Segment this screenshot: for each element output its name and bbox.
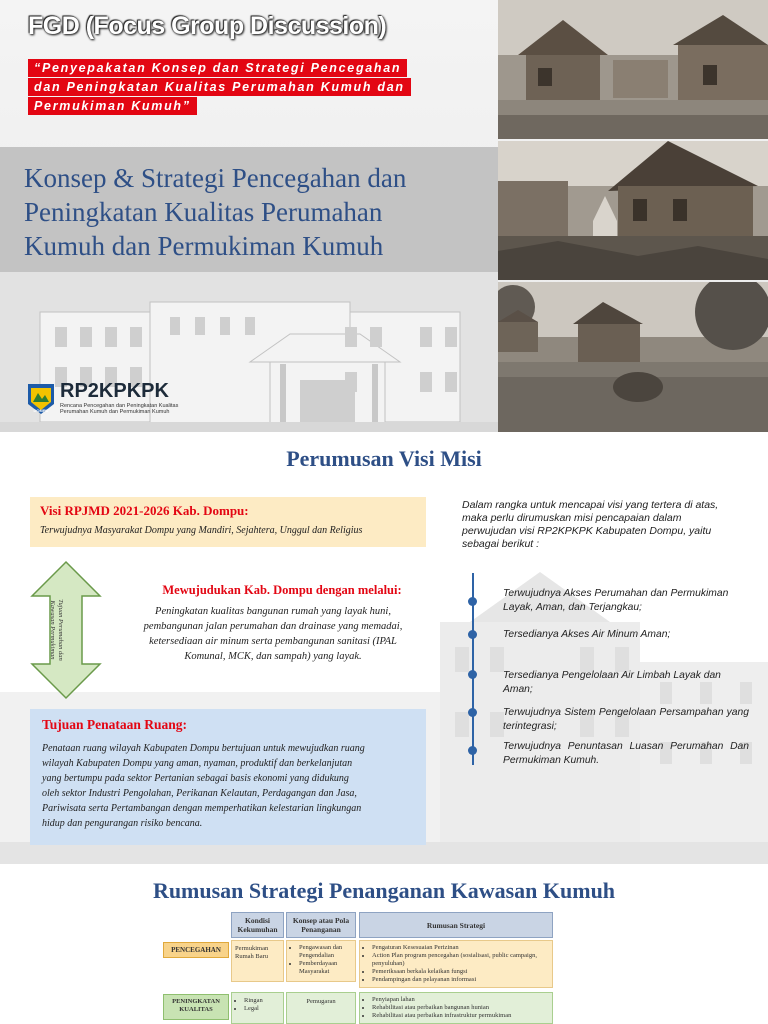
slum-photo-2 bbox=[498, 141, 768, 280]
table-cell-item: • Pendampingan dan pelayanan informasi bbox=[372, 976, 550, 984]
quote-line: dan Peningkatan Kualitas Perumahan Kumuh dan bbox=[28, 78, 411, 96]
logo-subtitle-line: Perumahan Kumuh dan Permukiman Kumuh bbox=[60, 409, 170, 415]
logo-subtitle-line: Rencana Pencegahan dan Peningkatan Kualitas bbox=[60, 403, 179, 409]
misi-intro-line: sebagai berikut : bbox=[462, 538, 540, 550]
table-header-strategi: Rumusan Strategi bbox=[359, 912, 553, 938]
table-cell-item: • Rehabilitasi atau perbaikan infrastruktur permukiman bbox=[372, 1012, 550, 1020]
main-title-line: Peningkatan Kualitas Perumahan bbox=[24, 197, 383, 227]
title-band bbox=[0, 147, 498, 272]
table-cell: Pemugaran bbox=[286, 992, 356, 1024]
misi-intro-line: perwujudan visi RP2KPKPK Kabupaten Dompu, yaitu bbox=[462, 525, 712, 537]
fgd-title: FGD (Focus Group Discussion) bbox=[28, 12, 387, 40]
timeline-dot bbox=[468, 746, 477, 755]
misi-heading: Mewujudukan Kab. Dompu dengan melalui: bbox=[162, 583, 402, 597]
tujuan-text-line: Penataan ruang wilayah Kabupaten Dompu bertujuan untuk mewujudkan ruang bbox=[42, 743, 365, 754]
tujuan-heading: Tujuan Penataan Ruang: bbox=[42, 717, 188, 732]
timeline-item: Terwujudnya Akses Perumahan dan Permukiman Layak, Aman, dan Terjangkau; bbox=[503, 588, 729, 613]
table-cell: Permukiman Rumah Baru bbox=[231, 940, 284, 982]
table-cell-item: • Rehabilitasi atau perbaikan bangunan hunian bbox=[372, 1004, 550, 1012]
misi-text-line: pembangunan jalan perumahan dan drainase yang memadai, bbox=[143, 621, 403, 632]
visi-text: Terwujudnya Masyarakat Dompu yang Mandiri, Sejahtera, Unggul dan Religius bbox=[40, 525, 363, 536]
table-cell-item: • Pemberdayaan Masyarakat bbox=[299, 960, 353, 976]
tujuan-text-line: oleh sektor Industri Pengolahan, Perikanan Kelautan, Perdagangan dan Jasa, bbox=[42, 788, 357, 799]
table-cell-item: • Pengawasan dan Pengendalian bbox=[299, 944, 353, 960]
timeline-item: Tersedianya Akses Air Minum Aman; bbox=[503, 629, 671, 640]
misi-text-line: Peningkatan kualitas bangunan rumah yang layak huni, bbox=[155, 606, 391, 617]
table-cell-item: • Pemeriksaan berkala kelaikan fungsi bbox=[372, 968, 550, 976]
table-header-kondisi: Kondisi Kekumuhan bbox=[231, 912, 284, 938]
visi-heading: Visi RPJMD 2021-2026 Kab. Dompu: bbox=[40, 503, 249, 518]
visi-misi-title: Perumusan Visi Misi bbox=[286, 446, 482, 471]
table-cell bbox=[286, 940, 356, 982]
tujuan-box bbox=[30, 709, 426, 845]
tujuan-text-line: hidup dan pengurangan risiko bencana. bbox=[42, 818, 203, 829]
timeline-item: Tersedianya Pengelolaan Air Limbah Layak dan Aman; bbox=[503, 670, 721, 695]
table-cell-item: • Ringan bbox=[244, 997, 281, 1005]
logo-subtitle bbox=[60, 403, 178, 415]
table-cell bbox=[231, 992, 284, 1024]
timeline-dot bbox=[468, 597, 477, 606]
misi-text-line: Komunal, MCK, dan sampah) yang layak. bbox=[184, 651, 362, 662]
tujuan-text-line: Pariwisata serta Pertambangan dengan memperhatikan kelestarian lingkungan bbox=[42, 803, 362, 814]
visi-box bbox=[30, 497, 426, 547]
table-cell-item: • Penyiapan lahan bbox=[372, 996, 550, 1004]
misi-intro-line: maka perlu dirumuskan misi pencapaian dalam bbox=[462, 512, 682, 524]
table-header-konsep: Konsep atau Pola Penanganan bbox=[286, 912, 356, 938]
header-banner bbox=[0, 0, 768, 432]
main-title-line: Kumuh dan Permukiman Kumuh bbox=[24, 231, 384, 261]
quote-line: Permukiman Kumuh” bbox=[28, 97, 197, 115]
tujuan-text-line: wilayah Kabupaten Dompu yang aman, nyaman, produktif dan berkelanjutan bbox=[42, 758, 353, 769]
slum-photo-3 bbox=[498, 282, 768, 432]
table-cell-item: • Action Plan program pencegahan (sosialisasi, public campaign, penyuluhan) bbox=[372, 952, 550, 968]
arrow-label-line: Kawasan Permukiman bbox=[49, 600, 56, 660]
timeline-item: Terwujudnya Sistem Pengelolaan Persampahan yang terintegrasi; bbox=[503, 707, 749, 732]
logo-text: RP2KPKPK bbox=[60, 380, 169, 402]
row-label-pencegahan: PENCEGAHAN bbox=[163, 942, 229, 958]
quote-block bbox=[28, 59, 498, 119]
timeline-dot bbox=[468, 708, 477, 717]
misi-text-line: ketersediaan air minum serta pembangunan sanitasi (IPAL bbox=[149, 636, 397, 647]
slum-photo-1 bbox=[498, 0, 768, 139]
table-cell bbox=[359, 940, 553, 988]
misi-intro bbox=[462, 499, 762, 551]
logo-badge-text: DOMPU bbox=[33, 408, 49, 413]
double-arrow-icon bbox=[30, 560, 102, 700]
strategi-title: Rumusan Strategi Penanganan Kawasan Kumuh bbox=[152, 878, 616, 903]
row-label-peningkatan: PENINGKATAN KUALITAS bbox=[163, 994, 229, 1020]
timeline-dot bbox=[468, 670, 477, 679]
main-title-line: Konsep & Strategi Pencegahan dan bbox=[24, 163, 407, 193]
misi-text bbox=[118, 604, 428, 664]
tujuan-text-line: yang bertumpu pada sektor Pertanian sebagai basis ekonomi yang didukung bbox=[42, 773, 349, 784]
table-cell bbox=[359, 992, 553, 1024]
timeline-item: Terwujudnya Penuntasan Luasan Perumahan Dan Permukiman Kumuh. bbox=[503, 741, 749, 766]
quote-line: “Penyepakatan Konsep dan Strategi Pencegahan bbox=[28, 59, 407, 77]
timeline-dot bbox=[468, 630, 477, 639]
table-cell-item: • Pengaturan Kesesuaian Perizinan bbox=[372, 944, 550, 952]
table-cell-item: • Legal bbox=[244, 1005, 281, 1013]
tujuan-text bbox=[42, 741, 427, 831]
arrow-label-line: Tujuan Perumahan dan bbox=[57, 599, 64, 661]
dompu-logo bbox=[24, 382, 58, 416]
misi-intro-line: Dalam rangka untuk mencapai visi yang tertera di atas, bbox=[462, 499, 719, 511]
